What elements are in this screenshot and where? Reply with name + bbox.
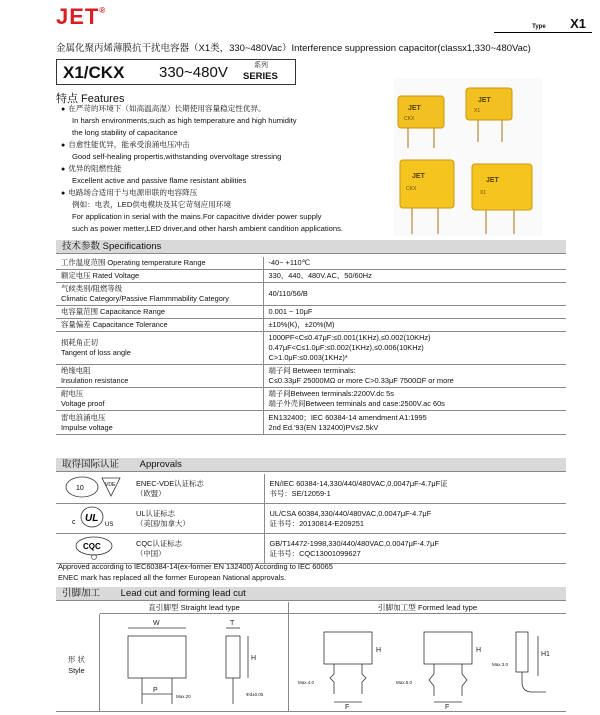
formed-lead-title: 引脚加工型 Formed lead type (289, 602, 566, 614)
formed-lead-drawing (296, 616, 562, 710)
spec-key (56, 257, 263, 270)
spec-key-line: 额定电压 Rated Voltage (61, 271, 140, 280)
brand-logo-text: JET (56, 4, 100, 29)
svg-text:10: 10 (75, 485, 84, 492)
approval-detail-line: 证书号：CQC13001099627 (269, 548, 361, 558)
lead-title-en: Lead cut and forming lead cut (120, 588, 246, 599)
approval-detail (264, 504, 566, 534)
spec-value (263, 319, 566, 332)
series-box (56, 59, 296, 85)
dim-max4: Max.4.0 (298, 680, 315, 685)
spec-key-line: 工作温度范围 Operating temperature Range (61, 258, 206, 267)
svg-text:CQC: CQC (82, 542, 101, 551)
type-tag (532, 16, 586, 31)
dim-max5: Max.5.0 (396, 680, 413, 685)
spec-value-line: 0.47μF<C≤1.0μF:≤0.002(1KHz),≤0.006(10KHz) (268, 343, 424, 352)
dim-p: P (153, 687, 158, 694)
specs-title-en: Specifications (102, 241, 162, 252)
lead-section-bar (56, 587, 566, 601)
spec-value-line: 端子间Between terminals:2200V.dc 5s (268, 389, 394, 398)
spec-key (56, 332, 263, 365)
lead-divider (288, 602, 289, 712)
approval-cert-line: CQC认证标志 (136, 538, 182, 548)
type-label: Type (532, 24, 546, 30)
spec-value-line: EN132400；IEC 60384-14 amendment A1:1995 (268, 412, 427, 422)
cqc-logo (56, 534, 131, 564)
approval-detail (264, 534, 566, 564)
spec-key-line: 雷电浪涌电压 (61, 412, 106, 422)
spec-value-line: C≤0.33μF 25000MΩ or more C>0.33μF 7500ΩF or more (268, 376, 454, 385)
dim-w: W (153, 620, 160, 627)
spec-value-line: 1000PF<C≤0.47μF:≤0.001(1KHz),≤0.002(10KHz) (268, 333, 431, 342)
feature-line: ● 优异的阻燃性能 (61, 163, 411, 175)
lead-area (56, 602, 566, 712)
approval-detail (264, 474, 566, 504)
series-voltage: 330~480V (159, 64, 228, 81)
approval-detail-line: GB/T14472-1998,330/440/480VAC,0.0047μF-4.7μF (269, 538, 439, 548)
page-subtitle: 金属化聚丙烯薄膜抗干扰电容器（X1类，330~480Vac）Interference suppression capacitor(classx1,330~480Vac) (56, 43, 531, 54)
straight-lead-drawing (106, 616, 286, 710)
feature-line: ● 电路场合适用于与电源串联的电容降压 (61, 187, 411, 199)
spec-row (56, 332, 566, 365)
dim-h1: H1 (541, 651, 550, 658)
approval-cert-line: ENEC-VDE认证标志 (136, 478, 204, 488)
dim-d: Φd±0.05 (246, 692, 264, 697)
dim-f-2: F (445, 704, 450, 710)
spec-row (56, 270, 566, 283)
lead-style-en: Style (68, 666, 85, 675)
spec-value-line: 40/110/56/B (268, 289, 308, 298)
spec-value (263, 365, 566, 388)
dim-h-formed-1: H (376, 647, 382, 654)
cap-label-3: JET (412, 173, 425, 180)
dim-f-1: F (345, 704, 350, 710)
series-label-en: SERIES (243, 71, 278, 82)
spec-value-line: -40~ +110℃ (268, 258, 310, 267)
spec-key-line: 绝缘电阻 (61, 366, 91, 375)
feature-line: 例如：电表，LED供电模块及其它苛刻应用环境 (72, 200, 232, 209)
dim-max3: Max.3.0 (492, 662, 509, 667)
approval-notes (58, 561, 333, 583)
feature-line: ● 在严苛的环境下（如高温高湿）长期使用容量稳定性优异。 (61, 103, 411, 115)
cap-label-4: JET (486, 177, 499, 184)
spec-key-line: 电容量范围 Capacitance Range (61, 307, 165, 316)
spec-value (263, 270, 566, 283)
enec-vde-logo (56, 474, 131, 504)
feature-line: the long stability of capacitance (72, 128, 178, 137)
series-model: X1/CKX (63, 63, 125, 82)
spec-value (263, 257, 566, 270)
cap-label-1: JET (408, 105, 421, 112)
approval-cert (131, 474, 264, 504)
spec-key (56, 283, 263, 306)
spec-key-line: Tangent of loss angle (61, 348, 131, 357)
approval-row (56, 504, 566, 534)
approval-cert (131, 504, 264, 534)
feature-line: Good self-healing propertis,withstanding overvoltage stressing (72, 152, 282, 161)
spec-value-line: 330、440、480V.AC、50/60Hz (268, 271, 372, 280)
approval-row (56, 474, 566, 504)
type-underline (494, 32, 592, 33)
spec-value-line: 端子间 Between terminals: (268, 366, 356, 375)
product-photo (394, 78, 542, 236)
spec-key-line: 气候类别/阻燃等级 (61, 284, 123, 293)
cap-sublabel-1: CKX (404, 116, 415, 122)
spec-key-line: Climatic Category/Passive Flammmability Category (61, 294, 229, 303)
cap-sublabel-4: X1 (480, 190, 487, 196)
approvals-table (56, 474, 566, 564)
spec-key-line: Insulation resistance (61, 376, 129, 385)
svg-text:UL: UL (84, 513, 98, 524)
feature-line: In harsh environments,such as high temperature and high humidity (72, 116, 297, 125)
lead-style-label (68, 654, 85, 676)
spec-row (56, 411, 566, 435)
dim-h: H (251, 655, 257, 662)
approval-cert-line: （美国/加拿大） (136, 518, 190, 528)
spec-row (56, 257, 566, 270)
spec-value-line: 2nd Ed.'93(EN 132400)PV≤2.5kV (268, 422, 379, 432)
spec-value-line: 0.001 ~ 10μF (268, 307, 313, 316)
features-list (61, 103, 411, 235)
brand-logo (56, 4, 106, 30)
cap-sublabel-3: CKX (406, 186, 417, 192)
spec-row (56, 388, 566, 411)
series-label-cn: 系列 (254, 62, 268, 69)
spec-key-line: 容量偏差 Capacitance Tolerance (61, 320, 168, 329)
spec-key-line: 耐电压 (61, 389, 84, 398)
spec-key (56, 306, 263, 319)
spec-row (56, 306, 566, 319)
spec-value (263, 306, 566, 319)
spec-value-line: C>1.0μF:≤0.003(1KHz)* (268, 353, 348, 362)
spec-value (263, 388, 566, 411)
approvals-title-en: Approvals (139, 459, 182, 470)
approval-detail-line: 证书号：20130814-E209251 (269, 518, 364, 528)
spec-value (263, 332, 566, 365)
spec-key-line: Impulse voltage (61, 422, 113, 432)
type-value: X1 (570, 16, 586, 31)
ul-logo (56, 504, 131, 534)
approvals-section-bar (56, 458, 566, 472)
spec-key-line: 损耗角正切 (61, 338, 98, 347)
capacitor-illustration (394, 78, 542, 236)
svg-text:VDE: VDE (104, 482, 115, 488)
spec-key (56, 319, 263, 332)
cap-label-2: JET (478, 97, 491, 104)
lead-style-column (56, 614, 100, 712)
approval-detail-line: EN/IEC 60384-14,330/440/480VAC,0.0047μF-4.7μF证 (269, 478, 448, 488)
approvals-title-cn: 取得国际认证 (62, 459, 120, 470)
registered-mark: ® (99, 6, 107, 15)
spec-value (263, 283, 566, 306)
lead-title-cn: 引脚加工 (62, 588, 101, 599)
note-line: Approved according to IEC60384-14(ex-former EN 132400) According to IEC 60065 (58, 562, 333, 571)
spec-row (56, 365, 566, 388)
dim-l: Max.20 (176, 694, 191, 699)
spec-key (56, 270, 263, 283)
spec-row (56, 319, 566, 332)
spec-value (263, 411, 566, 435)
spec-key (56, 411, 263, 435)
spec-value-line: 端子外壳间Between terminals and case:2500V.ac 60s (268, 399, 445, 408)
dim-t: T (230, 620, 235, 627)
spec-key-line: Voltage proof (61, 399, 105, 408)
spec-key (56, 388, 263, 411)
specs-title-cn: 技术参数 (62, 241, 101, 252)
approval-cert-line: UL认证标志 (136, 508, 176, 518)
lead-style-cn: 形 状 (68, 655, 85, 664)
cap-sublabel-2: X1 (474, 108, 481, 114)
svg-text:US: US (104, 522, 113, 528)
feature-line: such as power metter,LED driver,and other harsh ambient candition applications. (72, 224, 343, 233)
feature-line: Excellent active and passive flame resistant abilities (72, 176, 247, 185)
dim-h-formed-2: H (476, 647, 482, 654)
approval-detail-line: UL/CSA 60384,330/440/480VAC,0.0047μF-4.7μF (269, 508, 432, 518)
feature-line: For application in serial with the mains.For capacitive divider power supply (72, 212, 322, 221)
note-line: ENEC mark has replaced all the former European National approvals. (58, 573, 286, 582)
approval-detail-line: 书号：SE/12059-1 (269, 488, 331, 498)
spec-value-line: ±10%(K)，±20%(M) (268, 320, 335, 329)
approval-cert-line: （欧盟） (136, 488, 166, 498)
specs-section-bar (56, 240, 566, 254)
spec-key (56, 365, 263, 388)
svg-text:c: c (71, 519, 75, 526)
features-title: 特点 Features (56, 93, 125, 105)
approval-cert-line: （中国） (136, 548, 166, 558)
approval-row (56, 534, 566, 564)
spec-row (56, 283, 566, 306)
feature-line: ● 自愈性能优异，能承受浪涌电压冲击 (61, 139, 411, 151)
approval-cert (131, 534, 264, 564)
spec-table (56, 257, 566, 435)
straight-lead-title: 直引脚型 Straight lead type (100, 602, 288, 614)
